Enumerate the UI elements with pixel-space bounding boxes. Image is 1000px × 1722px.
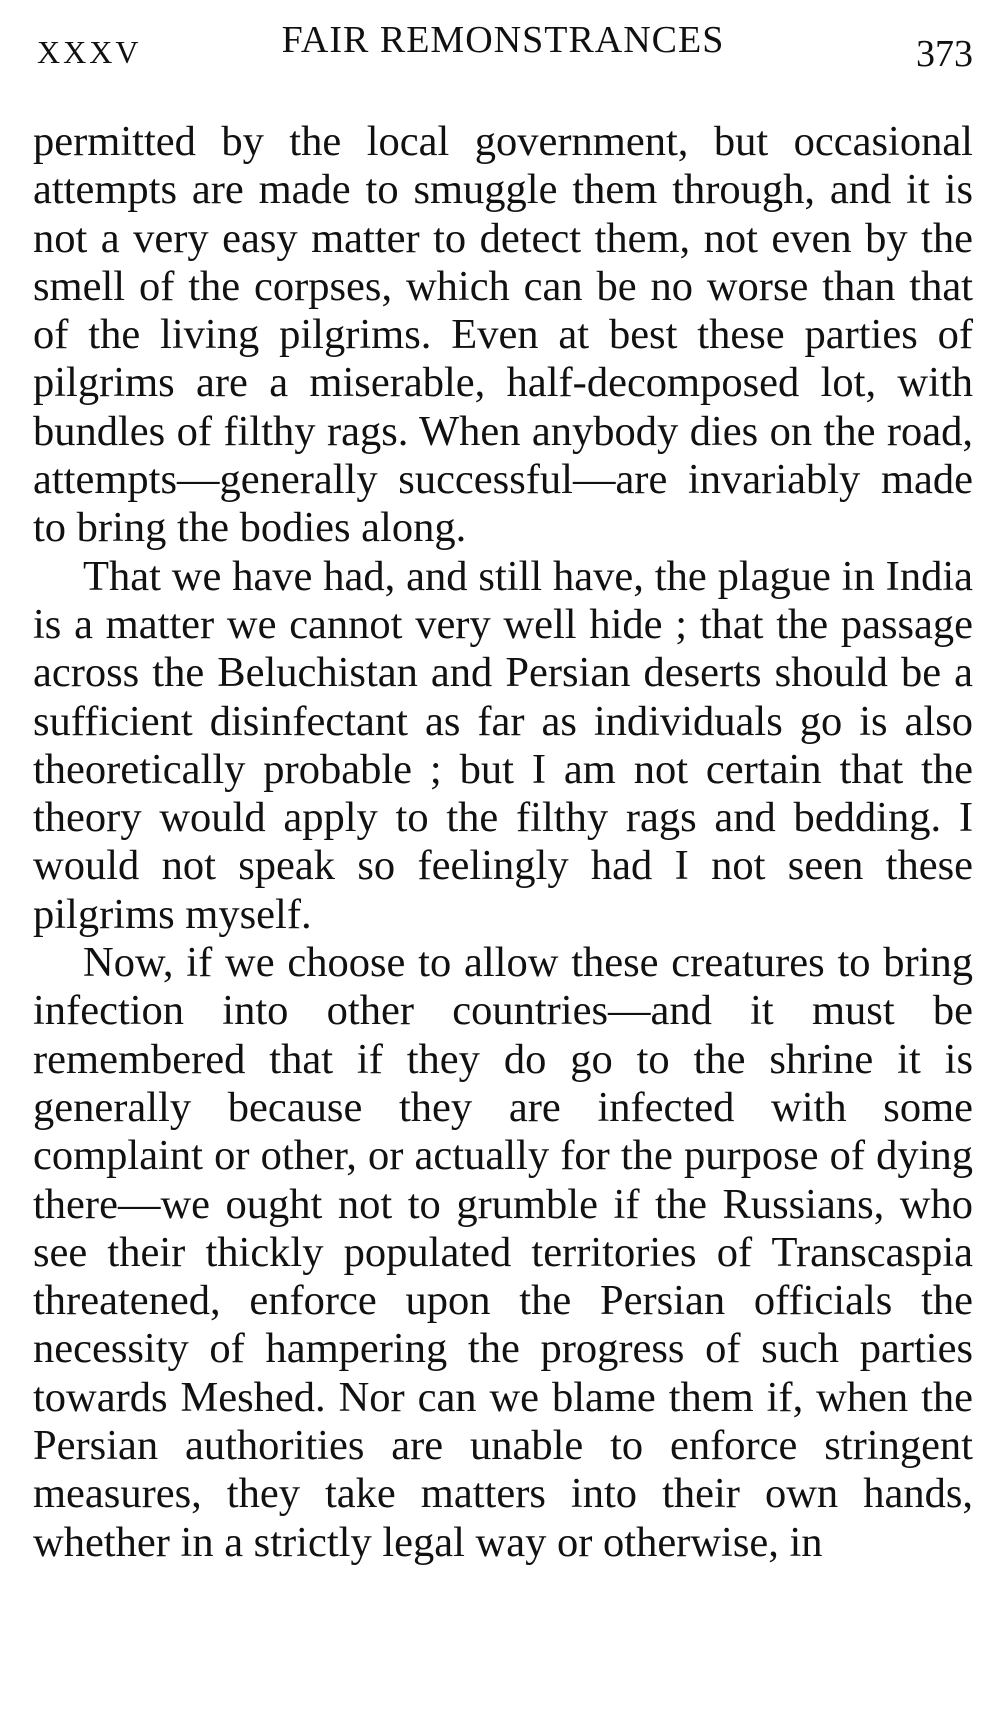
running-head [33, 18, 973, 78]
paragraph-3: Now, if we choose to allow these creatures to bring infection into other countries—and it must be remembered that if they do go to the shrine it is generally because they are infected with some complaint or other, or actually for the purpose of dying there—we ought not to grumble if the Russians, who see their thickly populated territories of Transcaspia threatened, enforce upon the Persian officials the necessity of hampering the progress of such parties towards Meshed. Nor can we blame them if, when the Persian authorities are unable to enforce stringent measures, they take matters into their own hands, whether in a strictly legal way or otherwise, in [33, 939, 973, 1566]
page-number: 373 [916, 33, 973, 75]
chapter-title: FAIR REMONSTRANCES [281, 19, 725, 61]
paragraph-2: That we have had, and still have, the plague in India is a matter we cannot very well hide ; that the passage across the Beluchistan and Persian deserts should be a sufficient disinfectant as far as individuals go is also theoretically probable ; but I am not certain that the theory would apply to the filthy rags and bedding. I would not speak so feelingly had I not seen these pilgrims myself. [33, 552, 973, 938]
paragraph-1: permitted by the local government, but occasional attempts are made to smuggle them through, and it is not a very easy matter to detect them, not even by the smell of the corpses, which can be no worse than that of the living pilgrims. Even at best these parties of pilgrims are a miserable, half-decomposed lot, with bundles of filthy rags. When anybody dies on the road, attempts—generally successful—are invariably made to bring the bodies along. [33, 118, 973, 552]
chapter-number: XXXV [37, 34, 142, 70]
body-text [33, 118, 973, 1567]
book-page [33, 18, 973, 1567]
